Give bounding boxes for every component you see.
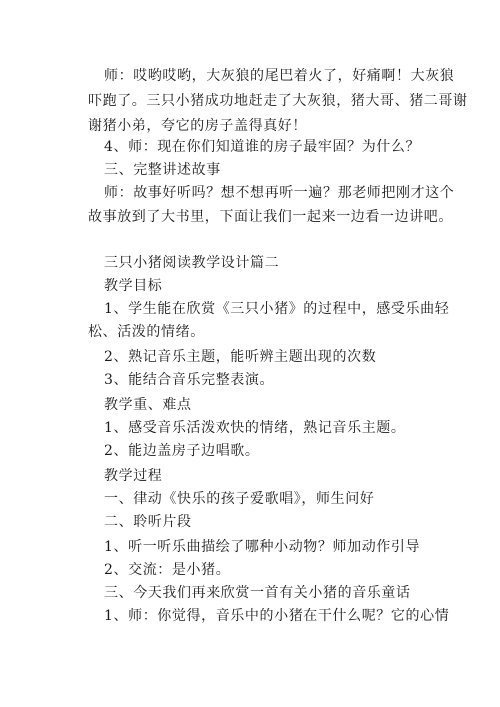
list-item: 一、律动《快乐的孩子爱歌唱》，师生问好 bbox=[104, 491, 375, 507]
paragraph-line: 谢猪小弟，夸它的房子盖得真好！ bbox=[88, 118, 307, 134]
paragraph-line: 师：故事好听吗？想不想再听一遍？那老师把刚才这个 bbox=[104, 185, 455, 201]
list-item: 三、今天我们再来欣赏一首有关小猪的音乐童话 bbox=[104, 585, 411, 601]
paragraph-line: 4、师：现在你们知道谁的房子最牢固？为什么？ bbox=[104, 139, 421, 155]
list-item: 1、听一听乐曲描绘了哪种小动物？师加动作引导 bbox=[104, 539, 421, 555]
list-item: 2、熟记音乐主题，能听辨主题出现的次数 bbox=[104, 349, 377, 365]
list-item: 3、能结合音乐完整表演。 bbox=[104, 372, 275, 388]
section-heading: 教学过程 bbox=[104, 468, 163, 484]
section-heading: 教学目标 bbox=[104, 278, 163, 294]
section-heading: 教学重、难点 bbox=[104, 397, 192, 413]
paragraph-line: 1、学生能在欣赏《三只小猪》的过程中，感受乐曲轻 bbox=[104, 301, 450, 317]
list-item: 2、能边盖房子边唱歌。 bbox=[104, 443, 260, 459]
paragraph-line: 松、活泼的情绪。 bbox=[88, 324, 205, 340]
list-item: 二、聆听片段 bbox=[104, 514, 192, 530]
list-item: 1、感受音乐活泼欢快的情绪，熟记音乐主题。 bbox=[104, 420, 406, 436]
chapter-title: 三只小猪阅读教学设计篇二 bbox=[104, 255, 280, 271]
paragraph-line: 吓跑了。三只小猪成功地赶走了大灰狼，猪大哥、猪二哥谢 bbox=[88, 93, 468, 109]
paragraph-line: 师：哎哟哎哟，大灰狼的尾巴着火了，好痛啊！大灰狼 bbox=[104, 68, 455, 84]
section-heading: 三、完整讲述故事 bbox=[104, 162, 221, 178]
list-item: 2、交流：是小猪。 bbox=[104, 562, 231, 578]
paragraph-line: 故事放到了大书里，下面让我们一起来一边看一边讲吧。 bbox=[88, 209, 453, 225]
paragraph-line: 1、师：你觉得，音乐中的小猪在干什么呢？它的心情 bbox=[104, 608, 450, 624]
